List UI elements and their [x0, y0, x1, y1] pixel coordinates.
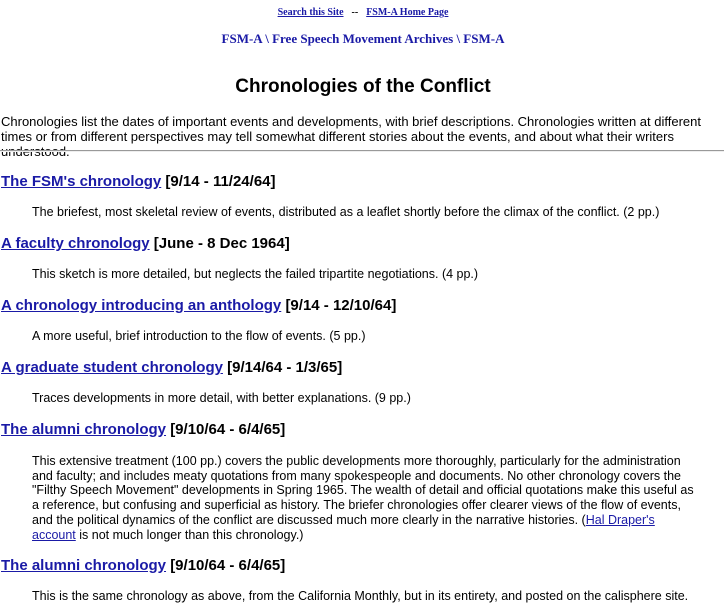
- entry-heading: [1, 297, 396, 314]
- search-site-link[interactable]: Search this Site: [277, 7, 344, 18]
- entry-dates: [9/10/64 - 6/4/65]: [170, 421, 286, 438]
- entry-dates: [9/10/64 - 6/4/65]: [170, 557, 286, 574]
- alumni-chronology-link[interactable]: The alumni chronology: [1, 421, 167, 438]
- entry-description: Traces developments in more detail, with better explanations. (9 pp.): [32, 391, 411, 405]
- description-text: is not much longer than this chronology.): [75, 527, 304, 542]
- entry-dates: [9/14 - 11/24/64]: [165, 173, 276, 190]
- entry-dates: [9/14/64 - 1/3/65]: [227, 359, 343, 376]
- fsm-chronology-link[interactable]: The FSM's chronology: [1, 173, 162, 190]
- entry-heading: [1, 235, 290, 252]
- hal-draper-account-link[interactable]: Hal Draper's account: [32, 512, 655, 542]
- entry-dates: [9/14 - 12/10/64]: [285, 297, 397, 314]
- intro-paragraph: Chronologies list the dates of important events and developments, with brief descriptions. Chronologies written at different times or from different perspectives may tell somewhat different stories about the events, and about what their writers understood.: [1, 114, 701, 159]
- top-nav: [0, 7, 726, 18]
- description-text: This extensive treatment (100 pp.) covers the public developments more thoroughly, particularly for the administration and faculty; and includes meaty quotations from many spokespeople and documents. No other chronology covers the "Filthy Speech Movement" developments in Spring 1965. The wealth of detail and official quotations make this useful as a reference, but confusing and superficial as history. The briefer chronologies offer clearer views of the flow of events, and the political dynamics of the conflict are discussed much more clearly in the narrative histories. (: [32, 454, 694, 527]
- page-title: Chronologies of the Conflict: [235, 76, 491, 97]
- entry-description: This is the same chronology as above, from the California Monthly, but in its entirety, and posted on the calisphere site.: [32, 589, 689, 603]
- entry-description: The briefest, most skeletal review of events, distributed as a leaflet shortly before the climax of the conflict. (2 pp.): [32, 205, 660, 219]
- entry-description: A more useful, brief introduction to the flow of events. (5 pp.): [32, 329, 366, 343]
- divider: [0, 150, 724, 152]
- entry-dates: [June - 8 Dec 1964]: [153, 235, 290, 252]
- entry-heading: [1, 421, 285, 438]
- breadcrumb: FSM-A \ Free Speech Movement Archives \ FSM-A: [221, 31, 505, 46]
- graduate-chronology-link[interactable]: A graduate student chronology: [1, 359, 223, 376]
- faculty-chronology-link[interactable]: A faculty chronology: [1, 235, 150, 252]
- entry-description: This sketch is more detailed, but neglects the failed tripartite negotiations. (4 pp.): [32, 267, 479, 281]
- anthology-chronology-link[interactable]: A chronology introducing an anthology: [1, 297, 282, 314]
- entry-heading: [1, 359, 342, 376]
- entry-description: [32, 454, 696, 542]
- entry-heading: [1, 557, 285, 574]
- alumni-chronology-calisphere-link[interactable]: The alumni chronology: [1, 557, 167, 574]
- nav-separator: --: [351, 7, 359, 18]
- entry-heading: [1, 173, 276, 190]
- home-page-link[interactable]: FSM-A Home Page: [366, 7, 449, 18]
